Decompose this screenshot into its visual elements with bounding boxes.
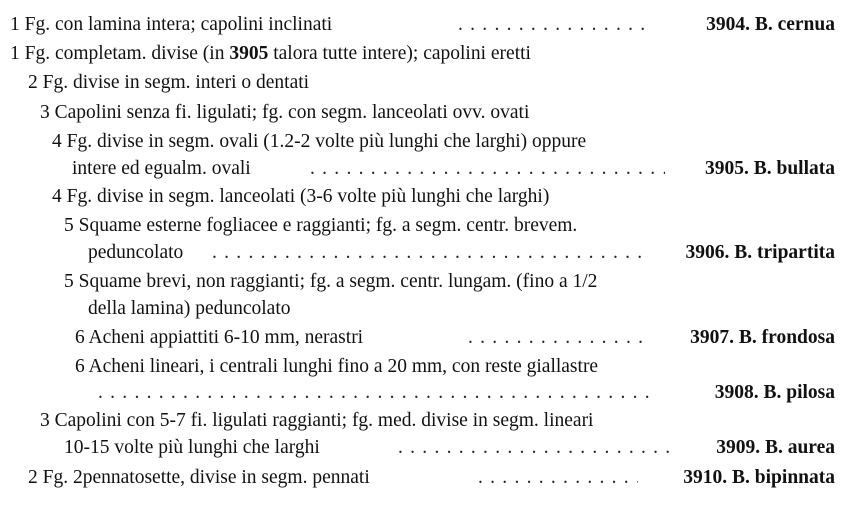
- leader-dots: [478, 466, 638, 490]
- key-text: 1 Fg. completam. divise (in 3905 talora tutte intere); capolini eretti: [10, 43, 531, 64]
- key-line-15: [0, 409, 845, 433]
- key-line-13: [0, 355, 845, 379]
- key-line-17: [0, 466, 845, 490]
- key-text: 5 Squame brevi, non raggianti; fg. a segm. centr. lungam. (fino a 1/2: [64, 271, 598, 292]
- species-result: 3904. B. cernua: [706, 14, 835, 35]
- species-result: 3908. B. pilosa: [714, 382, 835, 403]
- key-text: 1 Fg. con lamina intera; capolini inclinati: [10, 14, 333, 35]
- species-result: 3907. B. frondosa: [690, 327, 835, 348]
- key-text: 4 Fg. divise in segm. lanceolati (3-6 volte più lunghi che larghi): [52, 186, 550, 207]
- key-text: 6 Acheni lineari, i centrali lunghi fino a 20 mm, con reste giallastre: [75, 356, 599, 377]
- key-line-12: [0, 326, 845, 350]
- key-line-10: [0, 270, 845, 294]
- species-result: 3905. B. bullata: [704, 158, 835, 179]
- key-line-6: [0, 157, 845, 181]
- species-result: 3909. B. aurea: [716, 437, 835, 458]
- species-result: 3910. B. bipinnata: [683, 467, 835, 488]
- key-line-2: [0, 42, 845, 66]
- key-line-11: [0, 297, 845, 321]
- key-text: 10-15 volte più lunghi che larghi: [64, 437, 320, 458]
- species-result: 3906. B. tripartita: [685, 242, 835, 263]
- leader-dots: [212, 241, 644, 265]
- key-line-8: [0, 214, 845, 238]
- key-line-7: [0, 185, 845, 209]
- leader-dots: [468, 326, 648, 350]
- key-line-3: [0, 71, 845, 95]
- key-text: 3 Capolini con 5-7 fi. ligulati raggianti; fg. med. divise in segm. lineari: [40, 410, 594, 431]
- leader-dots: [398, 436, 674, 460]
- key-text: 2 Fg. 2pennatosette, divise in segm. pennati: [28, 467, 370, 488]
- key-line-16: [0, 436, 845, 460]
- key-text: 3 Capolini senza fi. ligulati; fg. con segm. lanceolati ovv. ovati: [40, 102, 530, 123]
- leader-dots: [458, 13, 646, 37]
- leader-dots: [310, 157, 665, 181]
- key-line-9: [0, 241, 845, 265]
- key-text: 4 Fg. divise in segm. ovali (1.2-2 volte più lunghi che larghi) oppure: [52, 131, 587, 152]
- key-line-1: [0, 13, 845, 37]
- key-text: intere ed egualm. ovali: [72, 158, 251, 179]
- key-line-5: [0, 130, 845, 154]
- key-text: 5 Squame esterne fogliacee e raggianti; fg. a segm. centr. brevem.: [64, 215, 578, 236]
- key-line-14: [0, 381, 845, 405]
- key-line-4: [0, 101, 845, 125]
- leader-dots: [98, 381, 656, 405]
- key-text: 6 Acheni appiattiti 6-10 mm, nerastri: [75, 327, 364, 348]
- key-text: peduncolato: [88, 242, 184, 263]
- key-text: della lamina) peduncolato: [88, 298, 291, 319]
- key-text: 2 Fg. divise in segm. interi o dentati: [28, 72, 310, 93]
